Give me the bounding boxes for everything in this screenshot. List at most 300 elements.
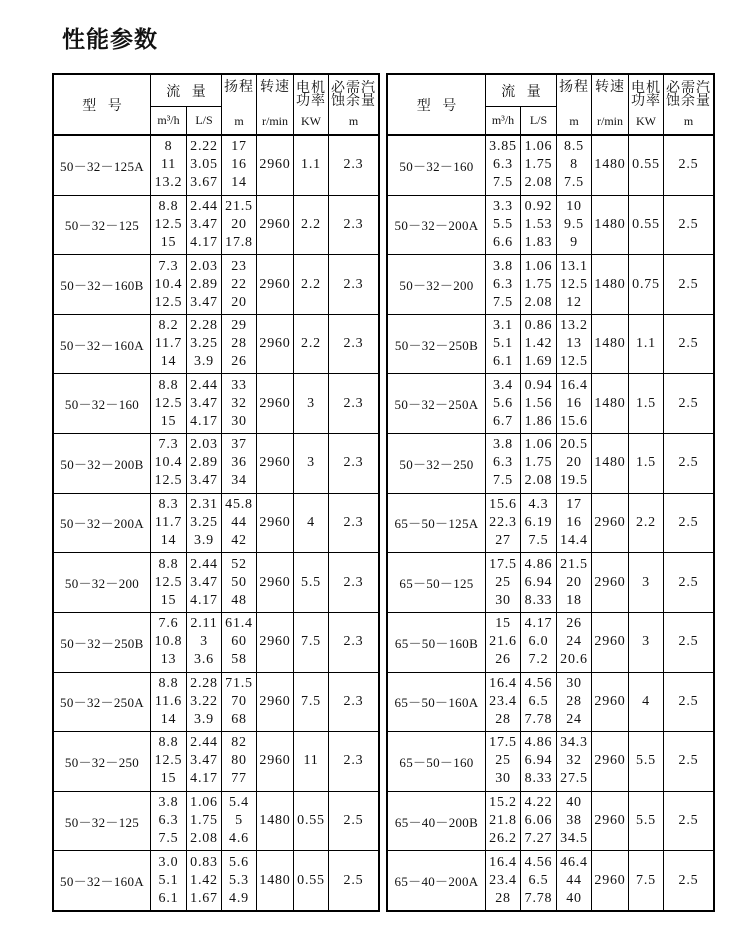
speed-value: 2960 xyxy=(594,514,626,530)
flow-ls-cell xyxy=(521,136,556,195)
model-label: 50－32－200 xyxy=(399,278,474,294)
flow-ls-value: 1.75 xyxy=(524,455,553,471)
model-label: 50－32－250B xyxy=(60,635,144,651)
flow-ls-value: 3.05 xyxy=(190,157,218,173)
npsh-value: 2.5 xyxy=(678,157,699,173)
flow-m3h-value: 7.3 xyxy=(158,258,179,274)
flow-ls-value: 7.2 xyxy=(528,652,549,668)
flow-ls-value: 3.47 xyxy=(190,473,218,489)
header-npsh-name-line: 必需汽 xyxy=(666,81,711,96)
npsh-cell xyxy=(664,553,713,612)
power-cell xyxy=(629,374,663,433)
model-label: 50－32－160A xyxy=(60,874,144,890)
flow-m3h-value: 3.8 xyxy=(493,258,513,274)
power-value: 1.5 xyxy=(636,395,656,411)
flow-m3h-value: 12.5 xyxy=(154,294,183,310)
head-value: 68 xyxy=(231,711,247,727)
model-cell xyxy=(54,255,150,314)
flow-ls-value: 4.56 xyxy=(524,675,553,691)
flow-m3h-cell xyxy=(486,196,520,255)
flow-m3h-value: 12.5 xyxy=(154,473,183,489)
header-flow-ls-cell xyxy=(187,107,221,135)
npsh-value: 2.3 xyxy=(343,336,364,352)
model-label: 65－50－125A xyxy=(394,516,479,532)
header-npsh-name xyxy=(664,82,713,108)
power-value: 2.2 xyxy=(301,336,321,352)
model-label: 50－32－200 xyxy=(64,576,140,592)
npsh-cell xyxy=(329,374,378,433)
flow-m3h-value: 11 xyxy=(160,157,177,173)
flow-ls-value: 1.75 xyxy=(524,157,553,173)
flow-ls-value: 1.69 xyxy=(524,354,553,370)
flow-ls-cell xyxy=(521,255,556,314)
header-power-name xyxy=(629,82,663,108)
head-value: 17 xyxy=(231,139,247,155)
head-cell xyxy=(222,673,256,732)
speed-cell xyxy=(592,374,628,433)
speed-value: 2960 xyxy=(259,514,291,530)
flow-m3h-value: 12.5 xyxy=(154,574,183,590)
power-cell xyxy=(294,732,328,791)
flow-ls-value: 3 xyxy=(200,634,208,650)
npsh-cell xyxy=(664,434,713,493)
head-value: 71.5 xyxy=(225,675,253,691)
head-value: 22 xyxy=(231,276,247,292)
flow-m3h-value: 15.6 xyxy=(489,496,517,512)
header-power-name-line: 电机 xyxy=(296,81,326,96)
npsh-cell xyxy=(329,136,378,195)
power-cell xyxy=(629,494,663,553)
header-power-cell xyxy=(629,75,663,135)
head-value: 20 xyxy=(566,574,582,590)
npsh-value: 2.3 xyxy=(343,395,364,411)
flow-ls-value: 8.33 xyxy=(524,771,553,787)
head-value: 8.5 xyxy=(564,139,584,155)
flow-ls-value: 6.0 xyxy=(528,634,549,650)
npsh-cell xyxy=(664,494,713,553)
speed-cell xyxy=(257,196,293,255)
head-value: 5.4 xyxy=(229,795,249,811)
header-flow-m3h-cell xyxy=(486,107,520,135)
head-cell xyxy=(557,792,591,851)
header-flow-m3h-unit: m³/h xyxy=(157,113,180,127)
flow-ls-value: 2.44 xyxy=(190,735,218,751)
head-value: 5.6 xyxy=(229,854,249,870)
flow-m3h-cell xyxy=(486,255,520,314)
head-value: 70 xyxy=(231,693,247,709)
flow-ls-cell xyxy=(521,315,556,374)
header-head-name-line: 扬程 xyxy=(224,80,254,95)
npsh-cell xyxy=(329,196,378,255)
flow-ls-cell xyxy=(521,553,556,612)
power-cell xyxy=(294,434,328,493)
speed-value: 1480 xyxy=(259,872,291,888)
flow-ls-value: 4.17 xyxy=(190,592,218,608)
npsh-value: 2.5 xyxy=(678,455,699,471)
npsh-cell xyxy=(664,255,713,314)
head-value: 13.1 xyxy=(560,258,588,274)
head-value: 36 xyxy=(231,455,247,471)
header-flow-label: 流 量 xyxy=(501,84,545,100)
head-value: 20 xyxy=(231,216,247,232)
speed-cell xyxy=(257,553,293,612)
head-value: 32 xyxy=(231,395,247,411)
head-value: 13.2 xyxy=(560,318,588,334)
header-npsh-name-line: 蚀余量 xyxy=(666,94,711,109)
flow-m3h-value: 10.4 xyxy=(154,455,183,471)
speed-cell xyxy=(592,732,628,791)
npsh-value: 2.5 xyxy=(678,872,699,888)
model-cell xyxy=(54,851,150,910)
model-label: 50－32－250 xyxy=(399,456,474,472)
power-value: 1.1 xyxy=(301,157,321,173)
flow-m3h-value: 25 xyxy=(495,753,511,769)
model-cell xyxy=(54,673,150,732)
npsh-cell xyxy=(664,732,713,791)
power-value: 0.55 xyxy=(297,872,325,888)
power-value: 5.5 xyxy=(301,574,321,590)
flow-m3h-value: 3.8 xyxy=(493,437,513,453)
head-value: 19.5 xyxy=(560,473,588,489)
model-label: 65－50－160B xyxy=(394,635,479,651)
flow-m3h-value: 5.1 xyxy=(493,336,513,352)
flow-m3h-cell xyxy=(486,494,520,553)
head-value: 12.5 xyxy=(560,354,588,370)
npsh-cell xyxy=(664,613,713,672)
flow-ls-value: 2.03 xyxy=(190,258,218,274)
power-cell xyxy=(629,851,663,910)
flow-m3h-cell xyxy=(486,732,520,791)
speed-value: 2960 xyxy=(259,455,291,471)
header-head-cell xyxy=(557,75,591,135)
flow-ls-value: 3.25 xyxy=(190,514,218,530)
flow-ls-value: 2.89 xyxy=(190,276,218,292)
head-value: 40 xyxy=(566,890,582,906)
head-value: 33 xyxy=(231,377,247,393)
flow-ls-cell xyxy=(187,255,221,314)
flow-ls-cell xyxy=(187,732,221,791)
speed-value: 2960 xyxy=(594,872,626,888)
head-value: 44 xyxy=(231,514,247,530)
model-cell xyxy=(388,613,485,672)
npsh-cell xyxy=(329,851,378,910)
model-label: 50－32－250A xyxy=(60,695,144,711)
model-cell xyxy=(388,315,485,374)
flow-m3h-value: 7.5 xyxy=(158,831,179,847)
npsh-value: 2.5 xyxy=(678,514,699,530)
power-cell xyxy=(629,196,663,255)
head-value: 16 xyxy=(566,514,582,530)
npsh-value: 2.3 xyxy=(343,514,364,530)
flow-ls-value: 1.06 xyxy=(524,139,553,155)
flow-ls-value: 3.9 xyxy=(194,711,214,727)
header-flow-m3h-unit: m³/h xyxy=(491,113,515,127)
head-cell xyxy=(222,136,256,195)
npsh-cell xyxy=(664,851,713,910)
speed-value: 1480 xyxy=(259,813,291,829)
speed-cell xyxy=(592,792,628,851)
head-value: 20.6 xyxy=(560,652,588,668)
head-value: 20.5 xyxy=(560,437,588,453)
flow-ls-cell xyxy=(187,136,221,195)
speed-value: 1480 xyxy=(594,216,626,232)
head-value: 77 xyxy=(231,771,247,787)
model-cell xyxy=(54,792,150,851)
head-value: 32 xyxy=(566,753,582,769)
head-value: 20 xyxy=(566,455,582,471)
npsh-cell xyxy=(664,315,713,374)
head-value: 52 xyxy=(231,556,247,572)
head-value: 26 xyxy=(566,616,582,632)
flow-m3h-value: 15 xyxy=(160,771,177,787)
header-npsh-name-line: 必需汽 xyxy=(331,81,376,96)
head-cell xyxy=(557,434,591,493)
speed-value: 2960 xyxy=(259,574,291,590)
flow-ls-cell xyxy=(521,374,556,433)
flow-m3h-cell xyxy=(486,792,520,851)
flow-m3h-value: 6.3 xyxy=(493,276,513,292)
flow-ls-value: 0.86 xyxy=(524,318,553,334)
head-cell xyxy=(557,374,591,433)
flow-ls-cell xyxy=(187,374,221,433)
flow-m3h-cell xyxy=(151,732,186,791)
flow-ls-value: 2.28 xyxy=(190,318,218,334)
head-value: 30 xyxy=(231,413,247,429)
power-value: 1.5 xyxy=(636,455,656,471)
flow-ls-cell xyxy=(187,613,221,672)
flow-m3h-cell xyxy=(151,792,186,851)
flow-ls-cell xyxy=(521,494,556,553)
flow-ls-cell xyxy=(521,851,556,910)
flow-ls-value: 3.47 xyxy=(190,395,218,411)
head-value: 23 xyxy=(231,258,247,274)
header-power-name-line: 功率 xyxy=(631,94,661,109)
head-cell xyxy=(222,732,256,791)
head-cell xyxy=(557,553,591,612)
flow-m3h-value: 6.3 xyxy=(493,157,513,173)
head-cell xyxy=(222,374,256,433)
header-head-name-line: 扬程 xyxy=(559,80,589,95)
power-value: 2.2 xyxy=(301,276,321,292)
model-cell xyxy=(388,374,485,433)
npsh-cell xyxy=(329,315,378,374)
flow-m3h-value: 5.5 xyxy=(493,216,513,232)
model-label: 65－50－160 xyxy=(399,754,474,770)
speed-cell xyxy=(592,673,628,732)
flow-ls-cell xyxy=(521,613,556,672)
flow-ls-value: 1.42 xyxy=(190,872,218,888)
flow-m3h-cell xyxy=(486,374,520,433)
flow-m3h-cell xyxy=(486,434,520,493)
head-value: 28 xyxy=(231,336,247,352)
speed-value: 1480 xyxy=(594,395,626,411)
flow-ls-value: 6.19 xyxy=(524,514,553,530)
npsh-value: 2.5 xyxy=(343,872,364,888)
flow-ls-value: 2.44 xyxy=(190,556,218,572)
power-cell xyxy=(629,792,663,851)
flow-m3h-value: 6.6 xyxy=(493,234,513,250)
flow-ls-cell xyxy=(187,196,221,255)
header-flow-m3h-cell xyxy=(151,107,186,135)
flow-m3h-value: 6.3 xyxy=(158,813,179,829)
header-npsh-name xyxy=(329,82,378,108)
head-value: 44 xyxy=(566,872,582,888)
head-cell xyxy=(557,613,591,672)
speed-value: 1480 xyxy=(594,157,626,173)
model-label: 50－32－200B xyxy=(60,456,144,472)
head-value: 21.5 xyxy=(225,198,253,214)
head-value: 24 xyxy=(566,711,582,727)
flow-ls-cell xyxy=(521,792,556,851)
model-cell xyxy=(54,136,150,195)
flow-m3h-cell xyxy=(151,374,186,433)
flow-m3h-cell xyxy=(151,494,186,553)
head-cell xyxy=(222,613,256,672)
model-cell xyxy=(388,255,485,314)
flow-ls-value: 3.47 xyxy=(190,216,218,232)
npsh-value: 2.3 xyxy=(343,276,364,292)
head-cell xyxy=(557,732,591,791)
power-value: 11 xyxy=(303,753,319,769)
flow-ls-cell xyxy=(187,673,221,732)
speed-cell xyxy=(257,315,293,374)
model-cell xyxy=(54,732,150,791)
speed-value: 2960 xyxy=(259,336,291,352)
flow-ls-cell xyxy=(187,792,221,851)
flow-m3h-value: 10.8 xyxy=(154,634,183,650)
flow-m3h-value: 15 xyxy=(160,234,177,250)
flow-ls-cell xyxy=(187,434,221,493)
speed-value: 2960 xyxy=(259,216,291,232)
head-value: 5 xyxy=(235,813,243,829)
flow-m3h-value: 11.7 xyxy=(154,514,183,530)
power-cell xyxy=(629,315,663,374)
head-cell xyxy=(222,792,256,851)
header-model-label: 型 号 xyxy=(82,98,126,114)
head-value: 4.6 xyxy=(229,831,249,847)
flow-ls-value: 3.67 xyxy=(190,175,218,191)
head-value: 17.8 xyxy=(225,234,253,250)
flow-ls-value: 4.17 xyxy=(524,616,553,632)
head-value: 48 xyxy=(231,592,247,608)
head-cell xyxy=(222,553,256,612)
head-value: 27.5 xyxy=(560,771,588,787)
npsh-cell xyxy=(329,494,378,553)
head-cell xyxy=(222,255,256,314)
npsh-cell xyxy=(329,255,378,314)
model-label: 50－32－125A xyxy=(60,158,144,174)
head-value: 18 xyxy=(566,592,582,608)
flow-m3h-value: 7.5 xyxy=(493,294,513,310)
head-cell xyxy=(557,196,591,255)
model-cell xyxy=(388,196,485,255)
head-value: 34.3 xyxy=(560,735,588,751)
head-value: 17 xyxy=(566,496,582,512)
power-cell xyxy=(294,136,328,195)
npsh-value: 2.5 xyxy=(678,336,699,352)
page-title: 性能参数 xyxy=(62,27,158,53)
flow-m3h-value: 3.0 xyxy=(158,854,179,870)
power-value: 7.5 xyxy=(301,693,321,709)
npsh-value: 2.3 xyxy=(343,157,364,173)
model-label: 50－32－200A xyxy=(394,218,479,234)
flow-ls-value: 2.03 xyxy=(190,437,218,453)
flow-m3h-value: 14 xyxy=(160,354,177,370)
flow-ls-value: 3.9 xyxy=(194,532,214,548)
speed-cell xyxy=(592,255,628,314)
model-cell xyxy=(388,732,485,791)
power-cell xyxy=(294,673,328,732)
header-flow-ls-unit: L/S xyxy=(195,113,213,127)
header-npsh-unit: m xyxy=(348,114,359,128)
head-value: 21.5 xyxy=(560,556,588,572)
header-npsh-cell xyxy=(664,75,713,135)
power-cell xyxy=(294,315,328,374)
speed-value: 2960 xyxy=(259,157,291,173)
flow-ls-value: 2.28 xyxy=(190,675,218,691)
flow-m3h-cell xyxy=(486,136,520,195)
flow-ls-cell xyxy=(187,315,221,374)
power-cell xyxy=(629,136,663,195)
power-cell xyxy=(294,255,328,314)
head-cell xyxy=(557,851,591,910)
flow-ls-value: 2.89 xyxy=(190,455,218,471)
model-cell xyxy=(388,851,485,910)
power-value: 2.2 xyxy=(636,514,656,530)
head-value: 80 xyxy=(231,753,247,769)
speed-value: 2960 xyxy=(259,395,291,411)
header-npsh-cell xyxy=(329,75,378,135)
model-cell xyxy=(388,494,485,553)
flow-m3h-value: 28 xyxy=(495,711,511,727)
power-cell xyxy=(629,673,663,732)
flow-m3h-value: 17.5 xyxy=(489,556,517,572)
power-cell xyxy=(294,374,328,433)
flow-m3h-value: 27 xyxy=(495,532,511,548)
flow-m3h-value: 8 xyxy=(164,139,173,155)
flow-ls-value: 6.5 xyxy=(528,693,549,709)
flow-ls-value: 4.22 xyxy=(524,795,553,811)
model-label: 65－40－200B xyxy=(394,814,479,830)
flow-m3h-value: 3.4 xyxy=(493,377,513,393)
model-label: 50－32－250B xyxy=(394,337,479,353)
head-cell xyxy=(557,494,591,553)
npsh-value: 2.3 xyxy=(343,753,364,769)
head-value: 24 xyxy=(566,634,582,650)
header-model-cell xyxy=(54,75,150,135)
power-value: 5.5 xyxy=(636,813,656,829)
power-cell xyxy=(294,792,328,851)
npsh-value: 2.3 xyxy=(343,693,364,709)
head-value: 34.5 xyxy=(560,831,588,847)
flow-ls-value: 0.83 xyxy=(190,854,218,870)
speed-cell xyxy=(257,136,293,195)
head-value: 58 xyxy=(231,652,247,668)
speed-cell xyxy=(592,613,628,672)
flow-m3h-value: 28 xyxy=(495,890,511,906)
head-value: 7.5 xyxy=(564,175,584,191)
flow-ls-value: 1.75 xyxy=(524,276,553,292)
model-cell xyxy=(388,673,485,732)
power-cell xyxy=(294,196,328,255)
flow-m3h-cell xyxy=(151,196,186,255)
flow-m3h-cell xyxy=(151,673,186,732)
flow-ls-value: 2.08 xyxy=(524,175,553,191)
head-value: 16 xyxy=(566,395,582,411)
head-value: 34 xyxy=(231,473,247,489)
speed-value: 2960 xyxy=(594,574,626,590)
flow-m3h-cell xyxy=(486,673,520,732)
